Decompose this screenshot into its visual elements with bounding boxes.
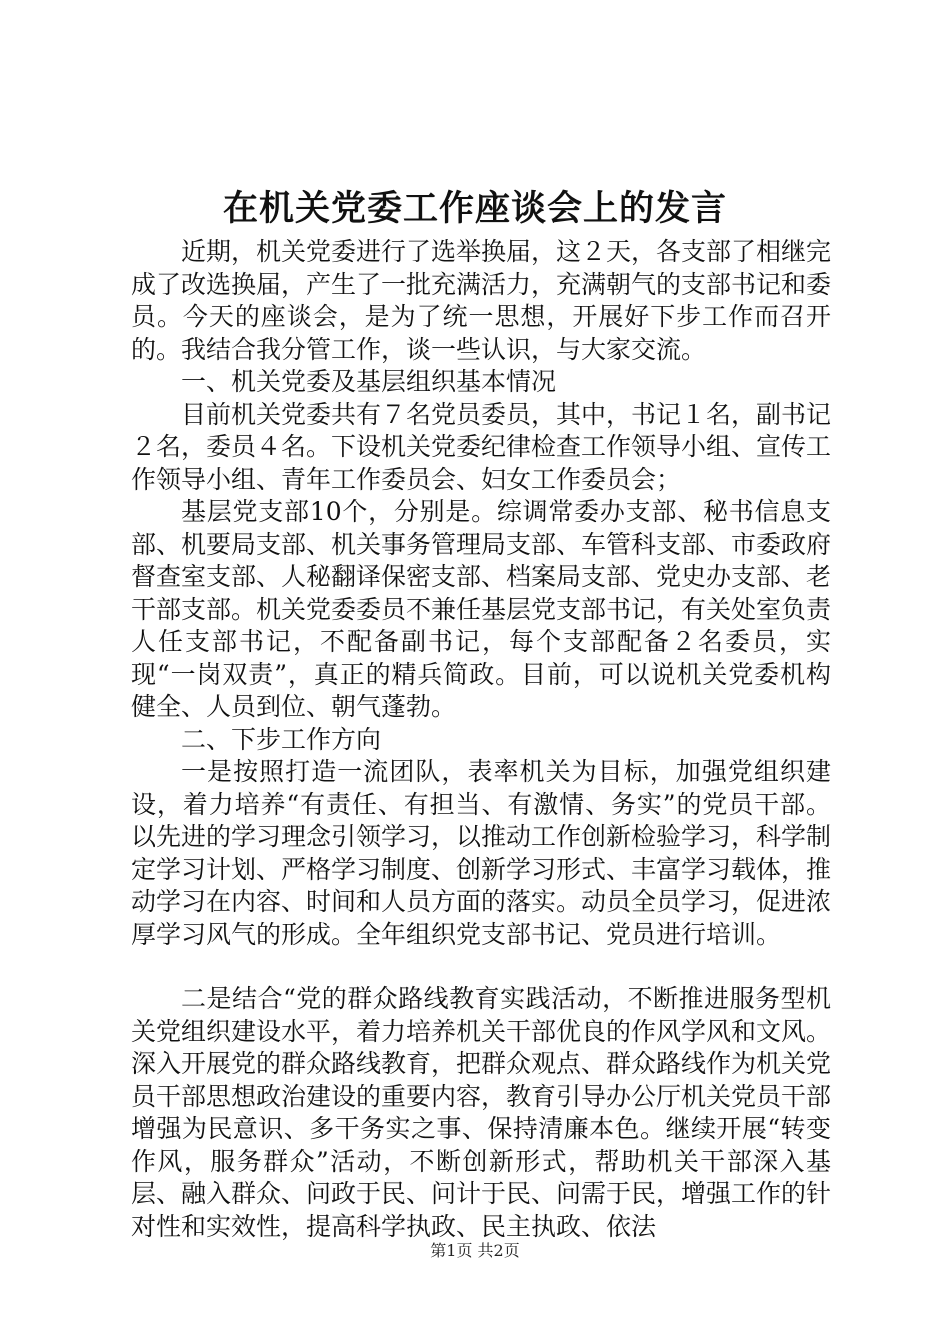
paragraph-spacer — [131, 951, 831, 983]
paragraph-branches: 基层党支部10个，分别是。综调常委办支部、秘书信息支部、机要局支部、机关事务管理局支部、车管科支部、市委政府督查室支部、人秘翻译保密支部、档案局支部、党史办支部、老干部支部。机关党委委员不兼任基层党支部书记，有关处室负责人任支部书记，不配备副书记，每个支部配备２名委员，实现“一岗双责”，真正的精兵简政。目前，可以说机关党委机构健全、人员到位、朝气蓬勃。 — [131, 497, 832, 721]
paragraph-point-one: 一是按照打造一流团队，表率机关为目标，加强党组织建设，着力培养“有责任、有担当、有激情、务实”的党员干部。以先进的学习理念引领学习，以推动工作创新检验学习，科学制定学习计划、严格学习制度、创新学习形式、丰富学习载体，推动学习在内容、时间和人员方面的落实。动员全员学习，促进浓厚学习风气的形成。全年组织党支部书记、党员进行培训。 — [131, 757, 832, 949]
section-heading-1: 一、机关党委及基层组织基本情况 — [181, 367, 557, 396]
paragraph-intro: 近期，机关党委进行了选举换届，这２天，各支部了相继完成了改选换届，产生了一批充满活力，充满朝气的支部书记和委员。今天的座谈会，是为了统一思想，开展好下步工作而召开的。我结合我分管工作，谈一些认识，与大家交流。 — [131, 237, 832, 364]
document-body — [131, 236, 831, 1243]
page-indicator: 第1页 共2页 — [430, 1241, 520, 1260]
paragraph-point-two: 二是结合“党的群众路线教育实践活动，不断推进服务型机关党组织建设水平，着力培养机关干部优良的作风学风和文风。深入开展党的群众路线教育，把群众观点、群众路线作为机关党员干部思想政治建设的重要内容，教育引导办公厅机关党员干部增强为民意识、多干务实之事、保持清廉本色。继续开展“转变作风，服务群众”活动，不断创新形式，帮助机关干部深入基层、融入群众、问政于民、问计于民、问需于民，增强工作的针对性和实效性，提高科学执政、民主执政、依法 — [131, 984, 832, 1241]
paragraph-committee-members: 目前机关党委共有７名党员委员，其中，书记１名，副书记２名，委员４名。下设机关党委纪律检查工作领导小组、宣传工作领导小组、青年工作委员会、妇女工作委员会； — [131, 399, 832, 494]
document-title: 在机关党委工作座谈会上的发言 — [222, 188, 727, 229]
section-heading-2: 二、下步工作方向 — [181, 724, 382, 754]
